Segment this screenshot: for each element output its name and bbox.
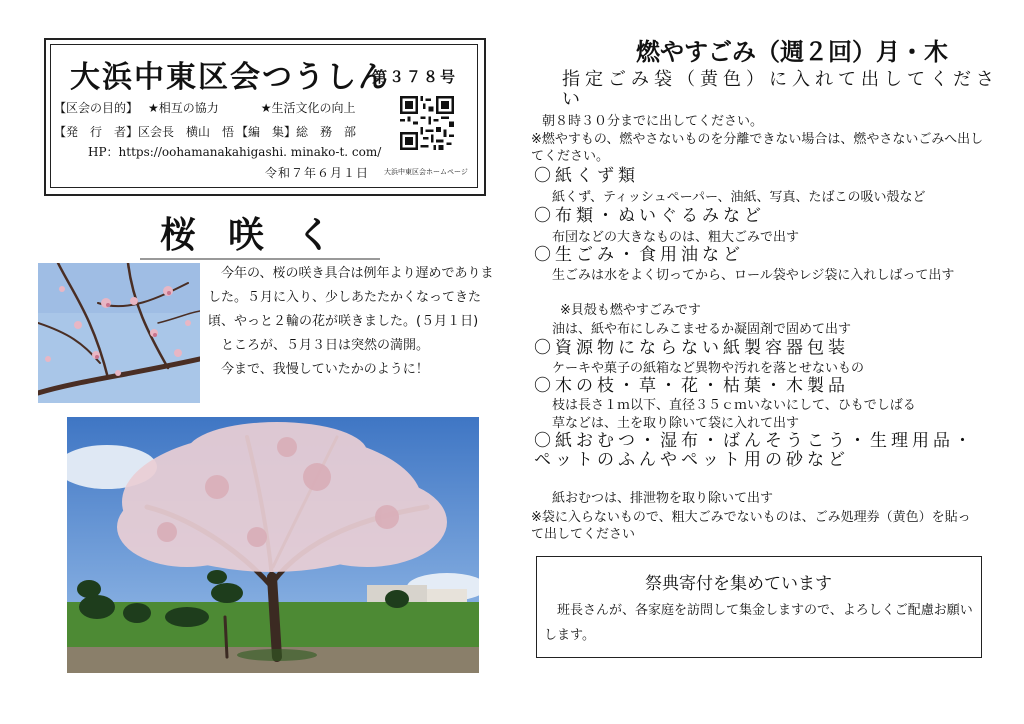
qr-code[interactable]: [400, 96, 454, 150]
category-wood-desc-1: 枝は長さ１ｍ以下、直径３５ｃｍいないにして、ひもでしばる: [552, 398, 916, 413]
article-body: [208, 262, 498, 382]
purpose-line: [54, 99, 366, 116]
category-diapers-desc: 紙おむつは、排泄物を取り除いて出す: [552, 491, 774, 506]
publisher-name: 区会長 横山 悟: [138, 125, 235, 139]
category-wood: 〇木の枝・草・花・枯葉・木製品: [534, 376, 849, 396]
burnable-garbage-title: 燃やすごみ（週２回）月・木: [636, 38, 948, 66]
category-food-desc-3: 油は、紙や布にしみこませるか凝固剤で固めて出す: [552, 322, 852, 337]
pickup-time: 朝８時３０分までに出してください。: [542, 114, 764, 129]
qr-caption: 大浜中東区会ホームページ: [384, 168, 468, 176]
separation-note: ※燃やすもの、燃やさないものを分離できない場合は、燃やさないごみへ出してください。: [531, 132, 984, 164]
article-para-3: 今まで、我慢していたかのように！: [221, 362, 429, 377]
newsletter-title: 大浜中東区会つうしん: [70, 60, 390, 95]
category-packaging: 〇資源物にならない紙製容器包装: [534, 338, 849, 358]
issue-number: 第３７８号: [372, 68, 458, 86]
purpose-2: ★生活文化の向上: [260, 101, 356, 115]
purpose-1: ★相互の協力: [148, 101, 219, 115]
editor-label: 【編 集】: [236, 125, 297, 139]
category-cloth: 〇布類・ぬいぐるみなど: [534, 206, 765, 226]
oversize-note: ※袋に入らないもので、粗大ごみでないものは、ごみ処理券（黄色）を貼って出してください: [531, 510, 971, 542]
homepage-url[interactable]: HP：https://oohamanakahigashi. minako-t. com/: [88, 145, 382, 159]
publisher-line: [54, 123, 366, 140]
editor-name: 総 務 部: [296, 125, 357, 139]
category-paper: 〇紙くず類: [534, 166, 639, 186]
festival-body: 班長さんが、各家庭を訪問して集金しますので、よろしくご配慮お願いします。: [544, 603, 973, 643]
cherry-tree-park-photo: [67, 417, 479, 673]
title-underline: [140, 258, 380, 260]
category-cloth-desc: 布団などの大きなものは、粗大ごみで出す: [552, 230, 800, 245]
cherry-blossom-closeup-photo: [38, 263, 200, 403]
category-paper-desc: 紙くず、ティッシュペーパー、油紙、写真、たばこの吸い殻など: [552, 190, 926, 205]
article-para-1: 今年の、桜の咲き具合は例年より遅めでありました。５月に入り、少しあたたかくなってきた頃、やっと２輪の花が咲きました。(５月１日): [208, 266, 494, 329]
festival-title: 祭典寄付を集めています: [645, 574, 832, 594]
purpose-label: 【区会の目的】: [54, 101, 139, 115]
category-packaging-desc: ケーキや菓子の紙箱など異物や汚れを落とせないもの: [552, 361, 865, 376]
article-title: 桜咲く: [160, 214, 365, 256]
category-diapers: 〇紙おむつ・湿布・ばんそうこう・生理用品・ペットのふんやペット用の砂など: [534, 431, 975, 470]
category-food-desc-1: 生ごみは水をよく切ってから、ロール袋やレジ袋に入れしばって出す: [552, 268, 955, 283]
category-food-desc-2: ※貝殻も燃やすごみです: [560, 303, 701, 318]
category-wood-desc-2: 草などは、土を取り除いて袋に入れて出す: [552, 416, 800, 431]
publisher-label: 【発 行 者】: [54, 125, 139, 139]
designated-bag-line: 指定ごみ袋（黄色）に入れて出してください: [562, 69, 999, 110]
category-food: 〇生ごみ・食用油など: [534, 245, 744, 265]
article-para-2: ところが、５月３日は突然の満開。: [221, 338, 430, 353]
issue-date: 令和７年６月１日: [265, 166, 370, 180]
